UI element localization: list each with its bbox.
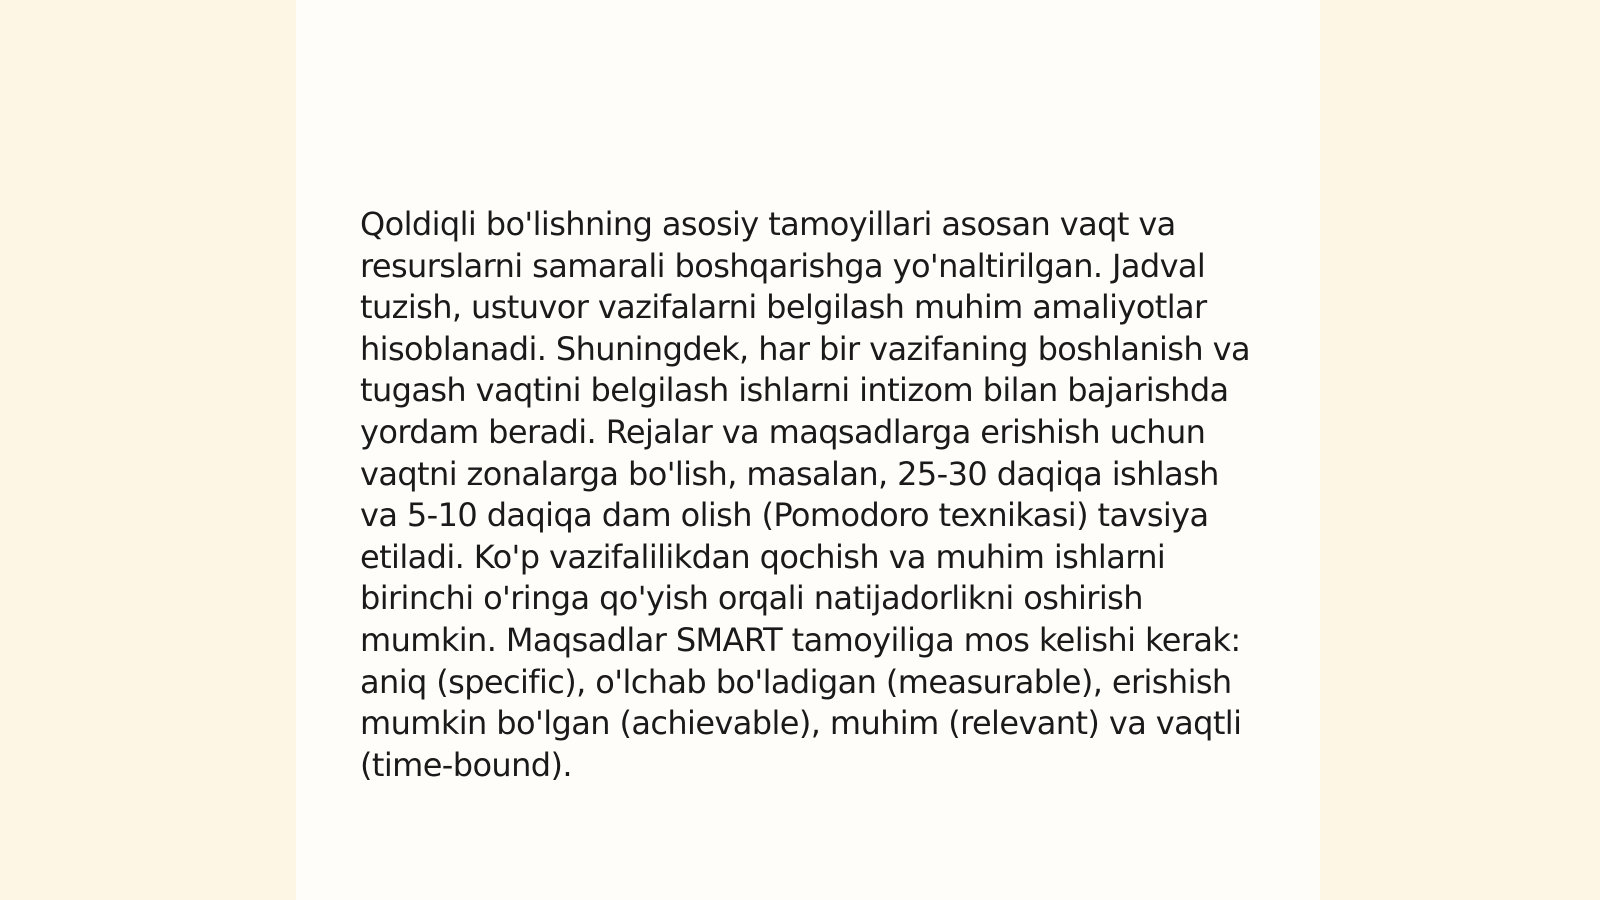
document-page <box>296 0 1320 900</box>
body-paragraph: Qoldiqli bo'lishning asosiy tamoyillari asosan vaqt va resurslarni samarali boshqarishga yo'naltirilgan. Jadval tuzish, ustuvor vazifalarni belgilash muhim amaliyotlar hisoblanadi. Shuningdek, har bir vazifaning boshlanish va tugash vaqtini belgilash ishlarni intizom bilan bajarishda yordam beradi. Rejalar va maqsadlarga erishish uchun vaqtni zonalarga bo'lish, masalan, 25-30 daqiqa ishlash va 5-10 daqiqa dam olish (Pomodoro texnikasi) tavsiya etiladi. Ko'p vazifalilikdan qochish va muhim ishlarni birinchi o'ringa qo'yish orqali natijadorlikni oshirish mumkin. Maqsadlar SMART tamoyiliga mos kelishi kerak: aniq (specific), o'lchab bo'ladigan (measurable), erishish mumkin bo'lgan (achievable), muhim (relevant) va vaqtli (time-bound). <box>360 205 1250 784</box>
